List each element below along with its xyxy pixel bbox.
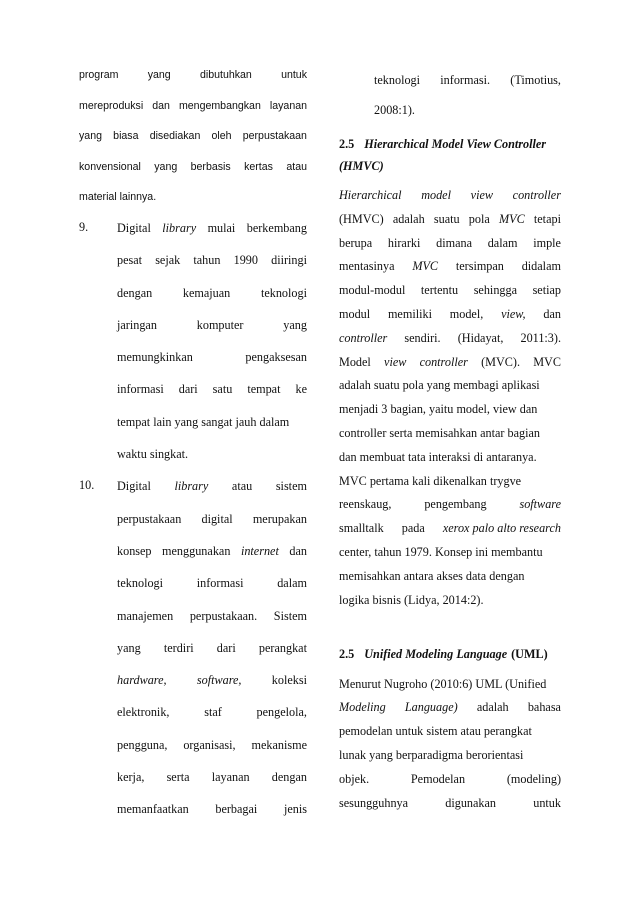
list-number: 10. [79,478,95,493]
text-line: menjadi 3 bagian, yaitu model, view dan [339,402,538,417]
text-line: modul-modul tertentu sehingga setiap [339,283,561,298]
text-line: center, tahun 1979. Konsep ini membantu [339,544,543,559]
section-heading-hmvc [339,136,561,174]
text-line: elektronik, staf pengelola, [117,705,307,720]
text-line: sesungguhnya digunakan untuk [339,795,561,810]
text-line: reenskaug, pengembang software [339,497,561,512]
text-line: (HMVC) adalah suatu pola MVC tetapi [339,211,561,226]
text-line: memungkinkan pengaksesan [117,350,307,365]
list-item-10 [79,478,307,817]
text-line: smalltalk pada xerox palo alto research [339,521,561,536]
text-line: informasi dari satu tempat ke [117,382,307,397]
right-column [339,72,561,818]
text-line: Model view controller (MVC). MVC [339,354,561,369]
text-line: kerja, serta layanan dengan [117,770,307,785]
text-line: objek. Pemodelan (modeling) [339,771,561,786]
text-line: yang biasa disediakan oleh perpustakaan [79,130,307,143]
text-line: Digital library mulai berkembang [117,220,307,235]
section-number: 2.5 [339,646,355,661]
text-line: MVC pertama kali dikenalkan trygve [339,473,522,488]
section-number: 2.5 [339,137,355,151]
text-line: material lainnya. [79,191,157,204]
text-line: adalah suatu pola yang membagi aplikasi [339,378,540,393]
text-line: mentasinya MVC tersimpan didalam [339,259,561,274]
continued-paragraph [339,72,561,118]
section-title-cont: (HMVC) [339,159,384,173]
paragraph-uml [339,676,561,811]
text-line: manajemen perpustakaan. Sistem [117,608,307,623]
text-line: controller serta memisahkan antar bagian [339,425,541,440]
text-line: mereproduksi dan mengembangkan layanan [79,99,307,112]
text-line: teknologi informasi. (Timotius, [374,73,561,87]
text-line: dan membuat tata interaksi di antaranya. [339,449,537,464]
text-line: Menurut Nugroho (2010:6) UML (Unified [339,676,547,691]
text-line: waktu singkat. [117,447,189,462]
text-line: hardware, software, koleksi [117,673,307,688]
intro-paragraph [79,67,307,205]
text-line: perpustakaan digital merupakan [117,511,307,526]
text-line: controller sendiri. (Hidayat, 2011:3). [339,330,561,345]
text-line: lunak yang berparadigma berorientasi [339,747,524,762]
text-line: konvensional yang berbasis kertas atau [79,160,307,173]
text-line: konsep menggunakan internet dan [117,543,307,558]
text-line: program yang dibutuhkan untuk [79,69,307,81]
text-line: memanfaatkan berbagai jenis [117,802,307,817]
section-heading-uml [339,646,561,662]
text-line: memisahkan antara akses data dengan [339,568,525,583]
text-line: berupa hirarki dimana dalam imple [339,235,561,250]
list-item-9 [79,220,307,462]
text-line: pemodelan untuk sistem atau perangkat [339,724,532,739]
text-line: Digital library atau sistem [117,479,307,494]
text-line: yang terdiri dari perangkat [117,640,307,655]
section-title-suffix: (UML) [511,646,548,661]
section-title: Hierarchical Model View Controller [364,137,547,151]
text-line: Modeling Language) adalah bahasa [339,700,561,715]
left-column [79,67,307,834]
text-line: jaringan komputer yang [117,317,307,332]
text-line: modul memiliki model, view, dan [339,306,561,321]
paragraph-hmvc [339,187,561,608]
text-line: 2008:1). [374,103,415,117]
text-line: dengan kemajuan teknologi [117,285,307,300]
section-title: Unified Modeling Language [364,646,508,661]
text-line: pesat sejak tahun 1990 diiringi [117,253,307,268]
text-line: Hierarchical model view controller [339,188,561,202]
text-line: logika bisnis (Lidya, 2014:2). [339,592,484,607]
text-line: pengguna, organisasi, mekanisme [117,737,307,752]
list-number: 9. [79,219,89,234]
text-line: teknologi informasi dalam [117,576,307,591]
text-line: tempat lain yang sangat jauh dalam [117,414,290,429]
